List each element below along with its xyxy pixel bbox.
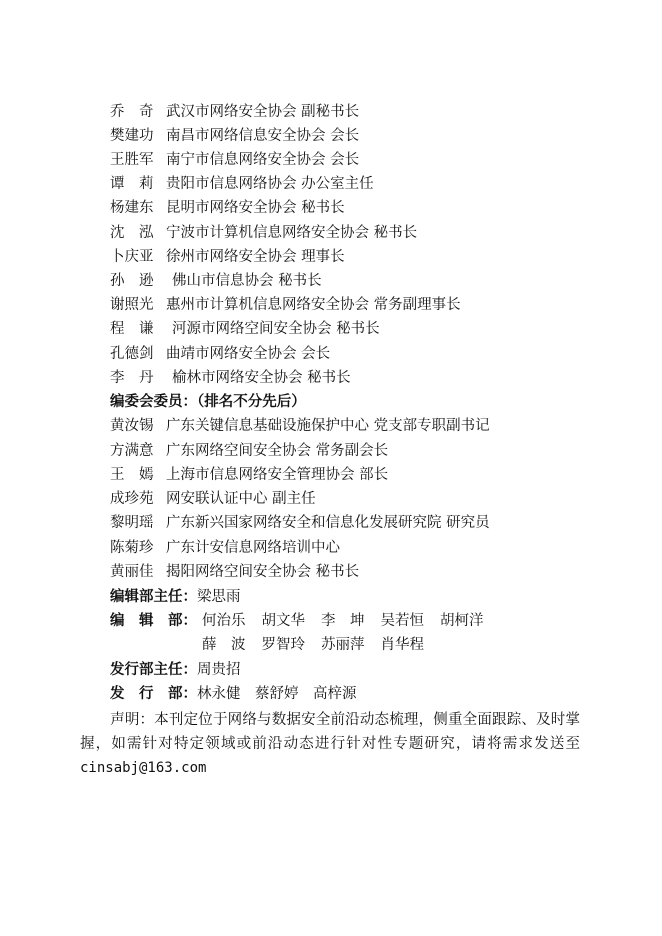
- member-name: 谭 莉: [110, 176, 154, 192]
- committee-org: 广东计安信息网络培训中心: [166, 540, 340, 556]
- member-org: 南昌市网络信息安全协会 会长: [166, 128, 360, 144]
- statement-email: cinsabj@163.com: [80, 760, 207, 776]
- member-name: 沈 泓: [110, 225, 154, 241]
- editor-name: 吴若恒: [380, 613, 424, 629]
- member-org: 曲靖市网络安全协会 会长: [166, 346, 331, 362]
- distribution-dept-row: [110, 683, 357, 705]
- member-org: 惠州市计算机信息网络安全协会 常务副理事长: [166, 297, 461, 313]
- editor-name: 罗智玲: [261, 637, 305, 653]
- committee-name: 黄丽佳: [110, 564, 154, 580]
- committee-row: [110, 512, 490, 534]
- member-org: 佛山市信息协会 秘书长: [172, 273, 322, 289]
- member-row: [110, 197, 345, 219]
- member-name: 程 谦: [110, 321, 154, 337]
- member-row: [110, 294, 461, 316]
- member-name: 谢照光: [110, 297, 154, 313]
- distribution-director-row: [110, 659, 241, 681]
- committee-name: 陈菊珍: [110, 540, 154, 556]
- committee-heading: 编委会委员：（排名不分先后）: [110, 393, 306, 410]
- editorial-director-name: 梁思雨: [197, 589, 241, 605]
- distribution-staff: 林永健 蔡舒婷 高梓源: [197, 686, 357, 702]
- member-row: [110, 222, 417, 244]
- committee-name: 成珍苑: [110, 491, 154, 507]
- member-org: 徐州市网络安全协会 理事长: [166, 249, 345, 265]
- committee-row: [110, 488, 316, 510]
- editorial-dept-label: 编 辑 部：: [110, 612, 197, 629]
- editor-name: 苏丽萍: [321, 637, 365, 653]
- editorial-director-row: [110, 586, 241, 608]
- member-org: 贵阳市信息网络协会 办公室主任: [166, 176, 374, 192]
- member-name: 孔德剑: [110, 346, 154, 362]
- member-row: [110, 101, 359, 123]
- committee-org: 广东关键信息基础设施保护中心 党支部专职副书记: [166, 418, 490, 434]
- editor-name: 肖华程: [380, 637, 424, 653]
- editor-name: 胡文华: [261, 613, 305, 629]
- committee-name: 黎明瑶: [110, 515, 154, 531]
- distribution-dept-label: 发 行 部：: [110, 685, 197, 702]
- member-row: [110, 125, 359, 147]
- member-org: 河源市网络空间安全协会 秘书长: [172, 321, 380, 337]
- committee-org: 广东网络空间安全协会 常务副会长: [166, 443, 389, 459]
- committee-row: [110, 464, 388, 486]
- member-row: [110, 343, 330, 365]
- member-name: 孙 逊: [110, 273, 154, 289]
- member-org: 昆明市网络安全协会 秘书长: [166, 200, 345, 216]
- committee-row: [110, 537, 340, 559]
- editor-name: 胡柯洋: [440, 613, 484, 629]
- member-org: 武汉市网络安全协会 副秘书长: [166, 104, 360, 120]
- editor-name: 薛 波: [202, 637, 246, 653]
- committee-name: 王 嫣: [110, 467, 154, 483]
- member-row: [110, 149, 359, 171]
- member-org: 南宁市信息网络安全协会 会长: [166, 152, 360, 168]
- editorial-dept-row: [110, 610, 500, 632]
- statement-text: 声明：本刊定位于网络与数据安全前沿动态梳理，侧重全面跟踪、及时掌握，如需针对特定领域或前沿动态进行针对性专题研究，请将需求发送至: [80, 712, 580, 752]
- distribution-director-name: 周贵招: [197, 662, 241, 678]
- committee-org: 广东新兴国家网络安全和信息化发展研究院 研究员: [166, 515, 490, 531]
- committee-row: [110, 440, 388, 462]
- committee-org: 上海市信息网络安全管理协会 部长: [166, 467, 389, 483]
- editorial-dept-row-2: [202, 634, 440, 656]
- editorial-director-label: 编辑部主任：: [110, 588, 197, 605]
- member-org: 榆林市网络安全协会 秘书长: [172, 370, 351, 386]
- member-row: [110, 246, 345, 268]
- committee-org: 揭阳网络空间安全协会 秘书长: [166, 564, 360, 580]
- editor-name: 李 坤: [321, 613, 365, 629]
- member-name: 王胜军: [110, 152, 154, 168]
- statement-paragraph: [80, 708, 580, 780]
- member-name: 李 丹: [110, 370, 154, 386]
- committee-org: 网安联认证中心 副主任: [166, 491, 316, 507]
- member-row: [110, 318, 380, 340]
- committee-row: [110, 561, 359, 583]
- member-row: [110, 270, 322, 292]
- member-row: [110, 173, 374, 195]
- member-name: 乔 奇: [110, 104, 154, 120]
- member-row: [110, 367, 351, 389]
- committee-row: [110, 415, 490, 437]
- committee-name: 方满意: [110, 443, 154, 459]
- member-name: 樊建功: [110, 128, 154, 144]
- member-name: 杨建东: [110, 200, 154, 216]
- editor-name: 何治乐: [202, 613, 246, 629]
- member-org: 宁波市计算机信息网络安全协会 秘书长: [166, 225, 418, 241]
- member-name: 卜庆亚: [110, 249, 154, 265]
- distribution-director-label: 发行部主任：: [110, 661, 197, 678]
- committee-name: 黄汝锡: [110, 418, 154, 434]
